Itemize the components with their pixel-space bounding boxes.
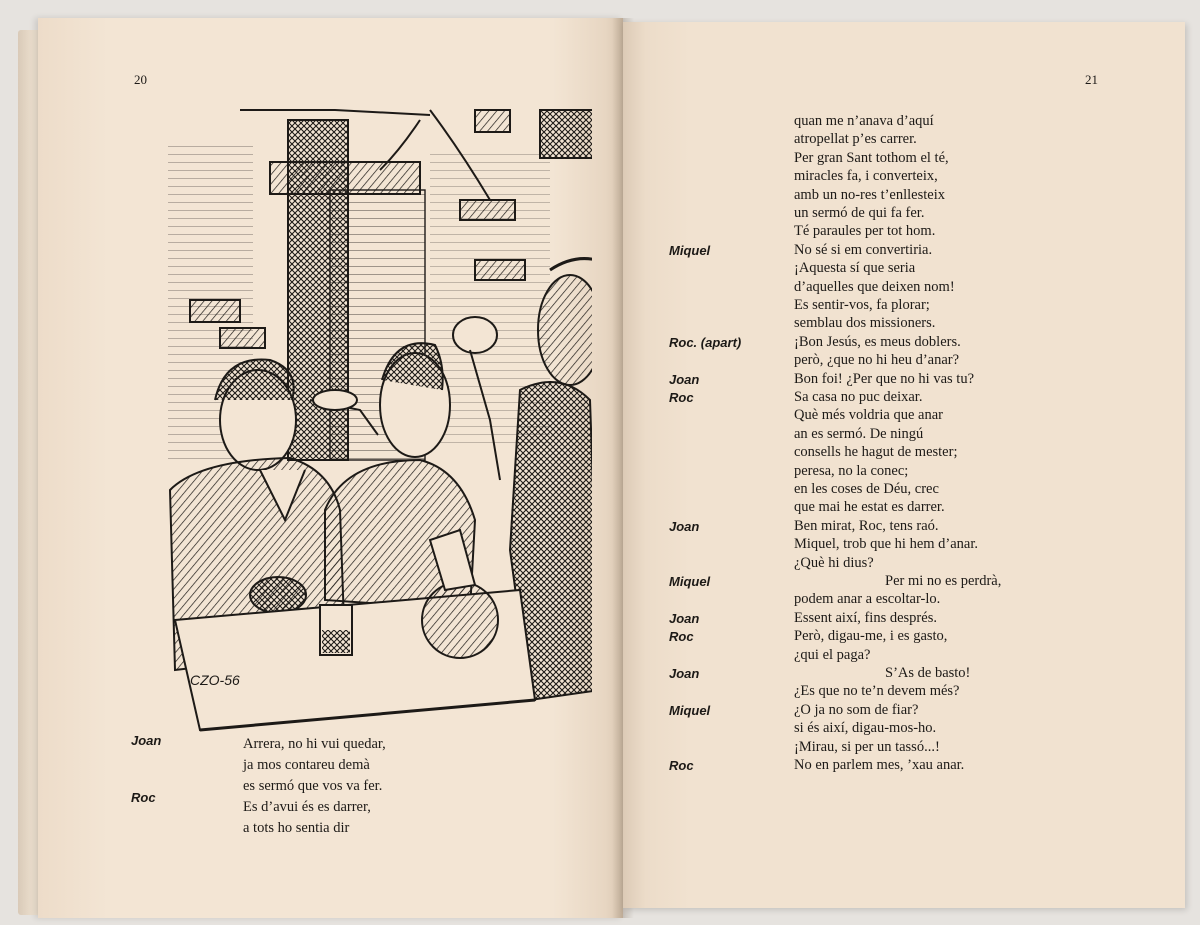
speaker-label: Roc	[669, 629, 694, 645]
verse-line: ¿O ja no som de fiar?	[794, 701, 919, 718]
verse-line: a tots ho sentia dir	[243, 820, 350, 836]
verse-line: ¿Què hi dius?	[794, 554, 874, 571]
verse-line: però, ¿que no hi heu d’anar?	[794, 352, 960, 369]
verse-line: Es sentir-vos, fa plorar;	[794, 297, 930, 313]
speaker-label: Joan	[669, 610, 700, 626]
verse-line: Miquel, trob que hi hem d’anar.	[794, 536, 979, 553]
speaker-label: Roc. (apart)	[669, 334, 742, 350]
verse-line: S’As de basto!	[885, 665, 971, 681]
artist-signature: CZO-56	[190, 672, 240, 688]
verse-line: Per mi no es perdrà,	[885, 573, 1002, 589]
verse-line: atropellat p’es carrer.	[794, 131, 917, 148]
verse-line: ¿Es que no te’n devem més?	[794, 683, 960, 700]
verse-line: No sé si em convertiria.	[794, 241, 933, 258]
verse-line: Es d’avui és es darrer,	[243, 799, 371, 815]
verse-line: Essent així, fins després.	[794, 609, 937, 626]
verse-line: ¡Mirau, si per un tassó...!	[794, 738, 940, 755]
page-number-right: 21	[1085, 72, 1098, 87]
verse-line: es sermó que vos va fer.	[243, 778, 383, 794]
verse-line: d’aquelles que deixen nom!	[794, 278, 955, 295]
verse-line: un sermó de qui fa fer.	[794, 205, 925, 221]
verse-line: No en parlem mes, ’xau anar.	[794, 757, 965, 773]
speaker-label: Joan	[669, 371, 700, 387]
speaker-label: Roc	[669, 758, 694, 773]
page-number-left: 20	[134, 72, 147, 87]
tavern-illustration	[130, 90, 592, 738]
speaker-label: Miquel	[669, 574, 711, 589]
speaker-label: Roc	[669, 390, 694, 405]
verse-line: ¡Bon Jesús, es meus doblers.	[794, 333, 961, 350]
verse-line: Bon foi! ¿Per que no hi vas tu?	[794, 370, 975, 387]
verse-line: ¿qui el paga?	[794, 646, 871, 663]
verse-line: que mai he estat es darrer.	[794, 499, 945, 516]
verse-line: Ben mirat, Roc, tens raó.	[794, 517, 939, 534]
verse-line: ¡Aquesta sí que seria	[794, 260, 916, 277]
speaker-label: Joan	[669, 518, 700, 534]
speaker-label: Joan	[669, 666, 700, 681]
verse-line: consells he hagut de mester;	[794, 444, 958, 461]
verse-line: semblau dos missioners.	[794, 315, 936, 332]
right-page	[623, 22, 1185, 908]
verse-line: quan me n’anava d’aquí	[794, 113, 934, 129]
speaker-label: Joan	[131, 733, 162, 748]
verse-line: Arrera, no hi vui quedar,	[243, 736, 386, 752]
verse-line: Sa casa no puc deixar.	[794, 389, 923, 405]
speaker-label: Miquel	[669, 702, 711, 718]
verse-line: amb un no-res t’enllesteix	[794, 186, 945, 203]
verse-line: an es sermó. De ningú	[794, 425, 924, 442]
verse-line: podem anar a escoltar-lo.	[794, 591, 941, 608]
verse-line: si és així, digau-mos-ho.	[794, 720, 937, 737]
verse-line: en les coses de Déu, crec	[794, 481, 939, 497]
verse-line: Per gran Sant tothom el té,	[794, 149, 949, 166]
verse-line: peresa, no la conec;	[794, 462, 909, 479]
verse-line: Què més voldria que anar	[794, 407, 943, 424]
verse-line: Té paraules per tot hom.	[794, 223, 936, 240]
speaker-label: Roc	[131, 790, 156, 805]
verse-line: ja mos contareu demà	[243, 757, 370, 773]
speaker-label: Miquel	[669, 242, 711, 258]
left-page	[38, 18, 623, 918]
verse-line: Però, digau-me, i es gasto,	[794, 628, 948, 645]
verse-line: miracles fa, i converteix,	[794, 168, 938, 185]
